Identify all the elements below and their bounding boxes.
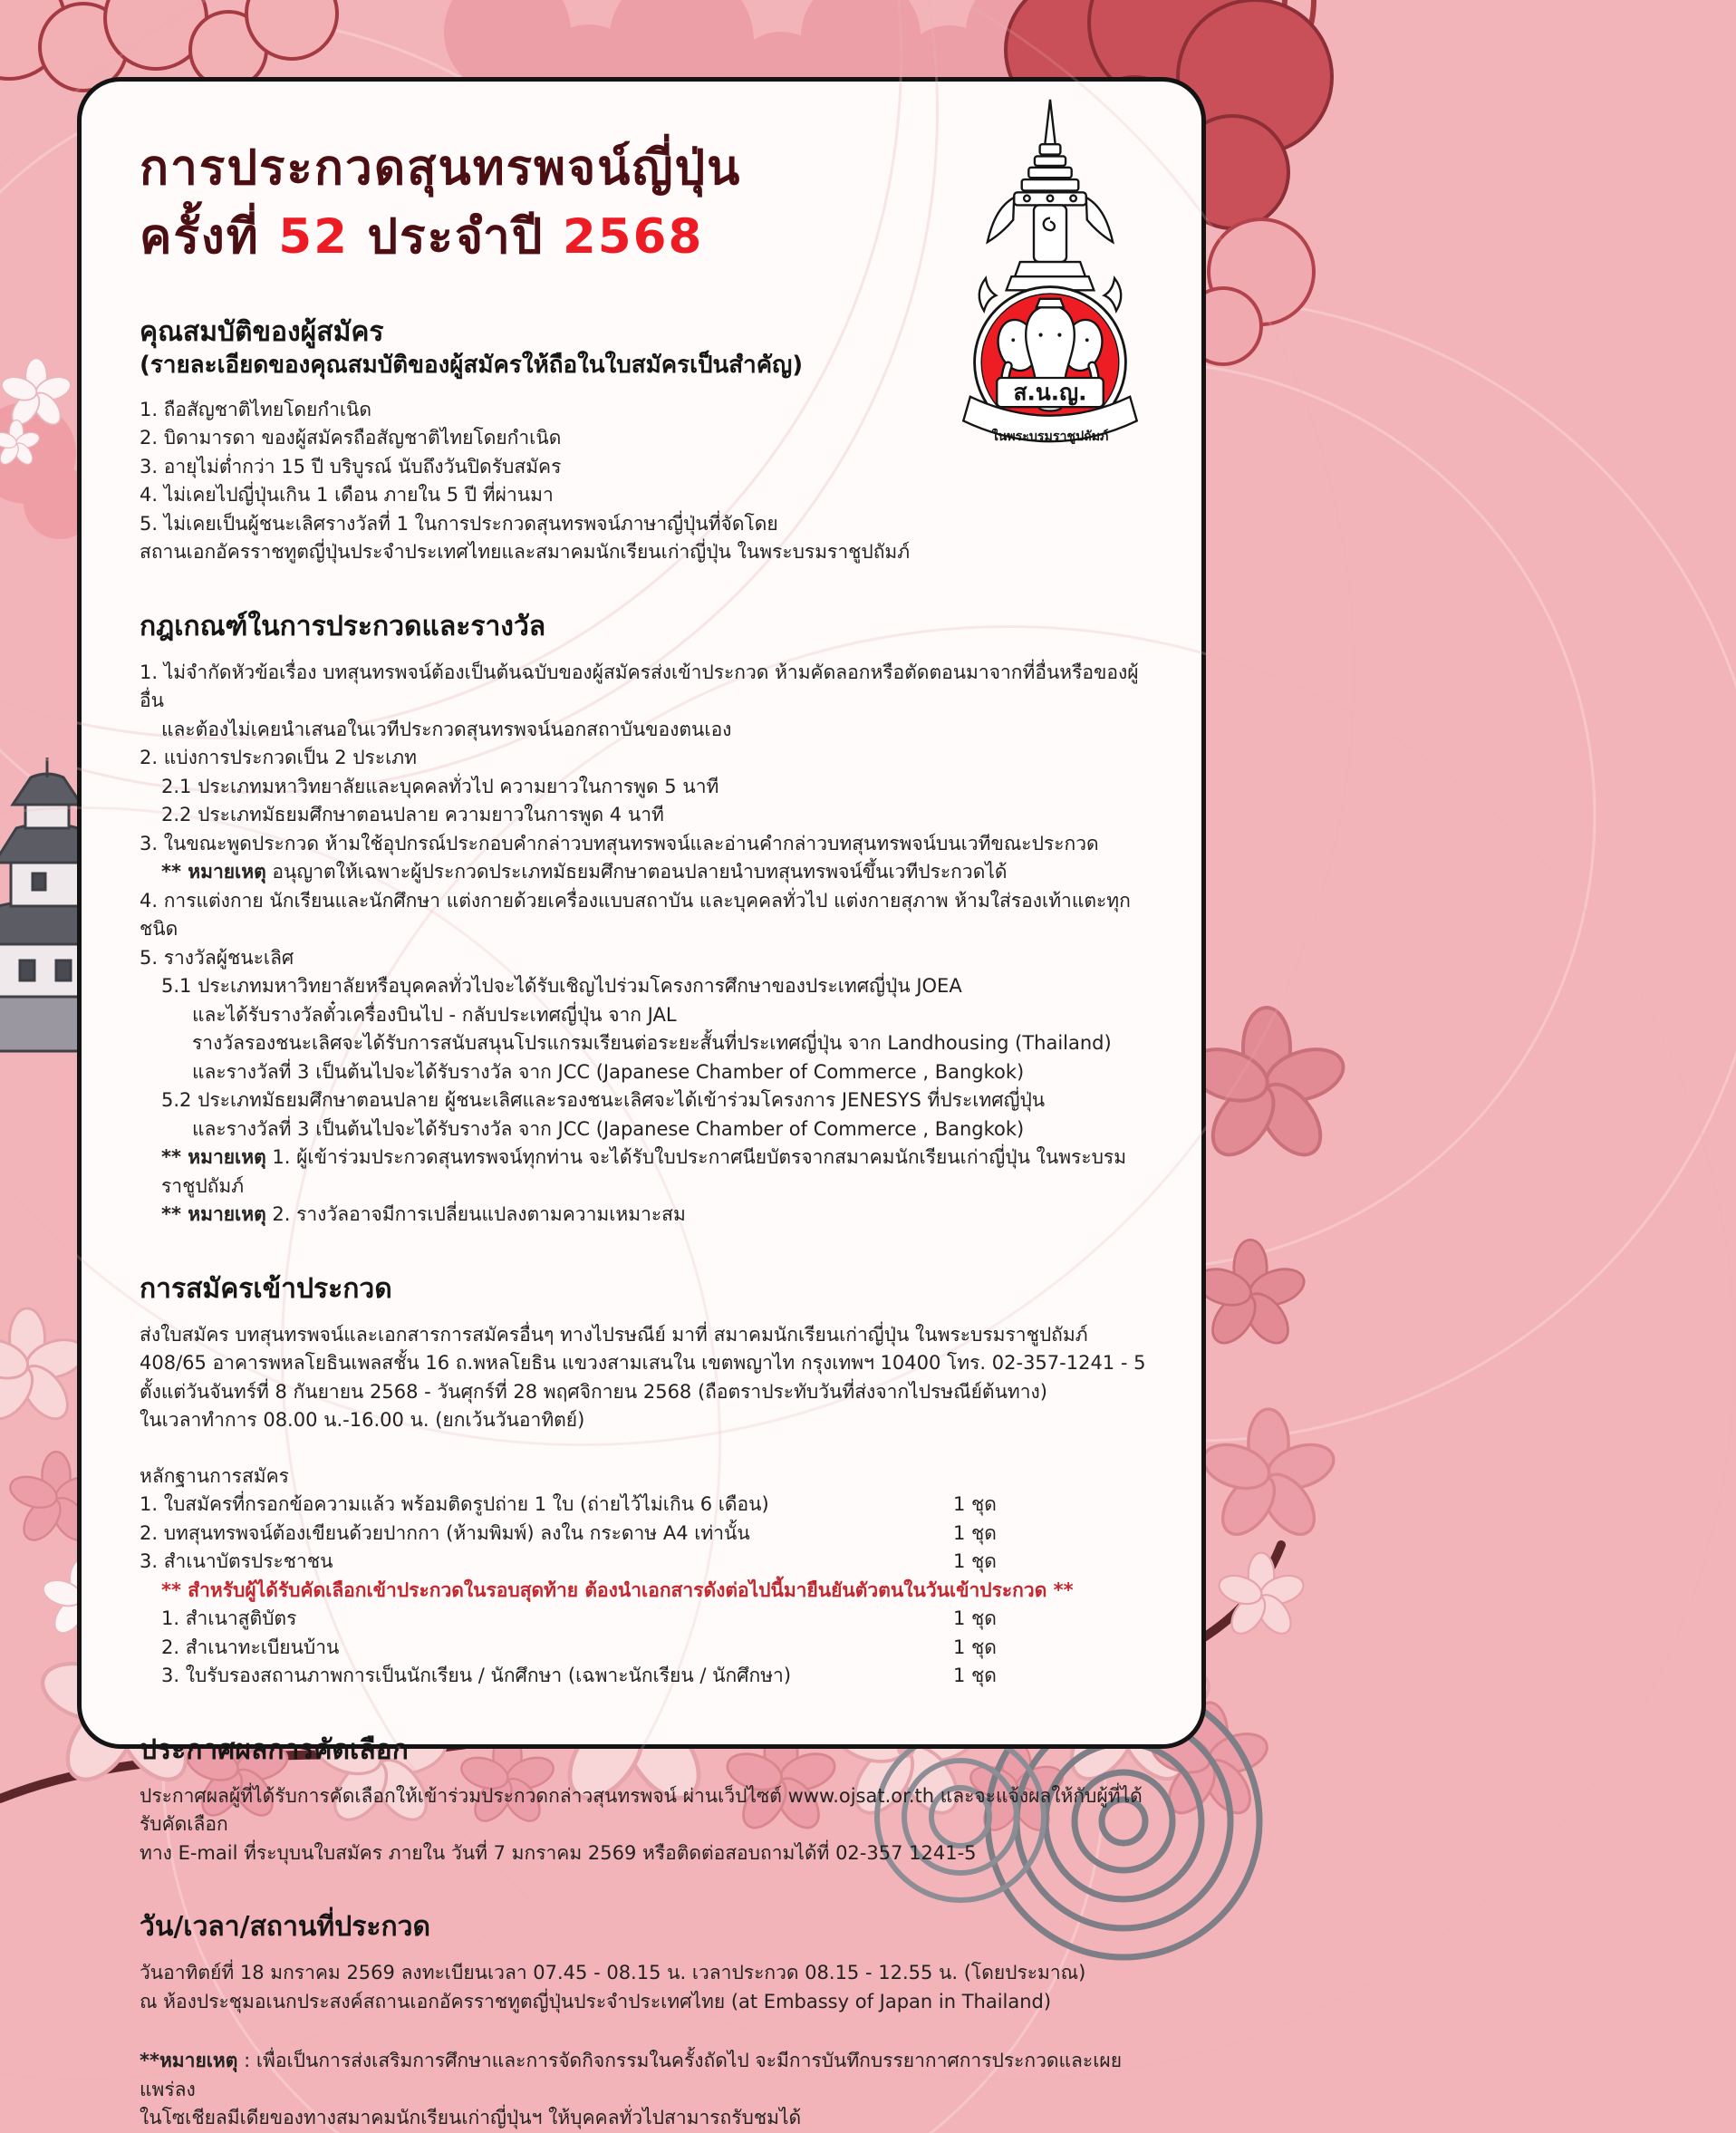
- application-heading: การสมัครเข้าประกวด: [140, 1272, 392, 1305]
- document-row: 1. สำเนาสูติบัตร 1 ชุด: [140, 1605, 1154, 1634]
- list-item: 2. บิดามารดา ของผู้สมัครถือสัญชาติไทยโดยกำเนิด: [140, 427, 562, 449]
- section-event: [140, 1909, 1154, 2016]
- list-item: 1. ถือสัญชาติไทยโดยกำเนิด: [140, 398, 372, 420]
- poster-card: [77, 77, 1206, 2129]
- event-heading: วัน/เวลา/สถานที่ประกวด: [140, 1911, 430, 1944]
- results-paragraph: [140, 1782, 1154, 1868]
- page-title: [140, 134, 937, 273]
- list-item: และต้องไม่เคยนำเสนอในเวทีประกวดสุนทรพจน์นอกสถาบันของตนเอง: [161, 718, 732, 740]
- list-item: 5.1 ประเภทมหาวิทยาลัยหรือบุคคลทั่วไปจะได้รับเชิญไปร่วมโครงการศึกษาของประเทศญี่ปุ่น JOEA: [161, 975, 962, 998]
- paragraph-line: ตั้งแต่วันจันทร์ที่ 8 กันยายน 2568 - วันศุกร์ที่ 28 พฤศจิกายน 2568 (ถือตราประทับวันที่ส่งจากไปรษณีย์ต้นทาง): [140, 1380, 1048, 1403]
- quantity: 1 ชุด: [953, 1493, 997, 1516]
- paragraph-line: 408/65 อาคารพหลโยธินเพลสชั้น 16 ถ.พหลโยธิน แขวงสามเสนใน เขตพญาไท กรุงเทพฯ 10400 โทร. 02-357-1241 - 5: [140, 1352, 1146, 1375]
- list-item: และรางวัลที่ 3 เป็นต้นไปจะได้รับรางวัล จาก JCC (Japanese Chamber of Commerce , Bangkok): [192, 1060, 1025, 1083]
- emblem-spire: [979, 100, 1121, 311]
- footnote: [140, 2047, 1154, 2133]
- edition-number: 52: [278, 209, 349, 265]
- paragraph-line: ณ ห้องประชุมอเนกประสงค์สถานเอกอัครราชทูตญี่ปุ่นประจำประเทศไทย (at Embassy of Japan in Thailand): [140, 1990, 1052, 2012]
- list-item: 5. รางวัลผู้ชนะเลิศ: [140, 946, 294, 969]
- list-item: 2. แบ่งการประกวดเป็น 2 ประเภท: [140, 747, 417, 769]
- paragraph-line: ทาง E-mail ที่ระบุบนใบสมัคร ภายใน วันที่ 7 มกราคม 2569 หรือติดต่อสอบถามได้ที่ 02-357 1241-5: [140, 1841, 977, 1864]
- qualifications-subheading: (รายละเอียดของคุณสมบัติของผู้สมัครให้ถือในใบสมัครเป็นสำคัญ): [140, 351, 804, 379]
- document-row: 2. บทสุนทรพจน์ต้องเขียนด้วยปากกา (ห้ามพิมพ์) ลงใน กระดาษ A4 เท่านั้น 1 ชุด: [140, 1520, 1154, 1549]
- list-item: 4. ไม่เคยไปญี่ปุ่นเกิน 1 เดือน ภายใน 5 ปี ที่ผ่านมา: [140, 484, 554, 507]
- list-item: 5.2 ประเภทมัธยมศึกษาตอนปลาย ผู้ชนะเลิศและรองชนะเลิศจะได้เข้าร่วมโครงการ JENESYS ที่ประเทศญี่ปุ่น: [161, 1089, 1046, 1112]
- section-rules: [140, 609, 1154, 1230]
- list-item: สถานเอกอัครราชทูตญี่ปุ่นประจำประเทศไทยและสมาคมนักเรียนเก่าญี่ปุ่น ในพระบรมราชูปถัมภ์: [140, 541, 911, 564]
- footnote-line: **หมายเหตุ : เพื่อเป็นการส่งเสริมการศึกษาและการจัดกิจกรรมในครั้งถัดไป จะมีการบันทึกบรรยากาศการประกวดและเผยแพร่ลง: [140, 2050, 1122, 2100]
- quantity: 1 ชุด: [953, 1521, 997, 1544]
- list-item: รางวัลรองชนะเลิศจะได้รับการสนับสนุนโปรแกรมเรียนต่อระยะสั้นที่ประเทศญี่ปุ่น จาก Landhousing (Thailand): [192, 1032, 1112, 1055]
- event-paragraph: [140, 1959, 1154, 2016]
- rules-list: [140, 659, 1154, 1230]
- qualifications-heading: คุณสมบัติของผู้สมัคร: [140, 315, 384, 348]
- application-paragraph: [140, 1321, 1154, 1435]
- ojsat-royal-emblem: [951, 94, 1149, 464]
- list-item: 3. ในขณะพูดประกวด ห้ามใช้อุปกรณ์ประกอบคำกล่าวบทสุนทรพจน์และอ่านคำกล่าวบทสุนทรพจน์บนเวทีขณะประกวด: [140, 832, 1099, 854]
- year-number: 2568: [562, 209, 704, 265]
- results-heading: ประกาศผลการคัดเลือก: [140, 1733, 409, 1766]
- list-item: และได้รับรางวัลตั๋วเครื่องบินไป - กลับประเทศญี่ปุ่น จาก JAL: [192, 1003, 677, 1026]
- quantity: 1 ชุด: [953, 1607, 997, 1630]
- list-item-note: ** หมายเหตุ 1. ผู้เข้าร่วมประกวดสุนทรพจน์ทุกท่าน จะได้รับใบประกาศนียบัตรจากสมาคมนักเรียนเก่าญี่ปุ่น ในพระบรมราชูปถัมภ์: [161, 1146, 1127, 1197]
- final-round-note: ** สำหรับผู้ได้รับคัดเลือกเข้าประกวดในรอบสุดท้าย ต้องนำเอกสารดังต่อไปนี้มายืนยันตัวตนในวันเข้าประกวด **: [161, 1578, 1074, 1601]
- document-row: 3. สำเนาบัตรประชาชน 1 ชุด: [140, 1548, 1154, 1577]
- list-item-note: ** หมายเหตุ 2. รางวัลอาจมีการเปลี่ยนแปลงตามความเหมาะสม: [161, 1203, 686, 1226]
- quantity: 1 ชุด: [953, 1636, 997, 1658]
- list-item: และรางวัลที่ 3 เป็นต้นไปจะได้รับรางวัล จาก JCC (Japanese Chamber of Commerce , Bangkok): [192, 1117, 1025, 1140]
- list-item: 1. ไม่จำกัดหัวข้อเรื่อง บทสุนทรพจน์ต้องเป็นต้นฉบับของผู้สมัครส่งเข้าประกวด ห้ามคัดลอกหรือตัดตอนมาจากที่อื่นหรือของผู้อื่น: [140, 661, 1139, 712]
- section-application: [140, 1271, 1154, 1691]
- paragraph-line: วันอาทิตย์ที่ 18 มกราคม 2569 ลงทะเบียนเวลา 07.45 - 08.15 น. เวลาประกวด 08.15 - 12.55 น. (โดยประมาณ): [140, 1962, 1086, 1984]
- quantity: 1 ชุด: [953, 1665, 997, 1687]
- document-row: 3. ใบรับรองสถานภาพการเป็นนักเรียน / นักศึกษา (เฉพาะนักเรียน / นักศึกษา) 1 ชุด: [140, 1662, 1154, 1691]
- section-results: [140, 1732, 1154, 1868]
- document-row: 1. ใบสมัครที่กรอกข้อความแล้ว พร้อมติดรูปถ่าย 1 ใบ (ถ่ายไว้ไม่เกิน 6 เดือน) 1 ชุด: [140, 1491, 1154, 1520]
- list-item: 5. ไม่เคยเป็นผู้ชนะเลิศรางวัลที่ 1 ในการประกวดสุนทรพจน์ภาษาญี่ปุ่นที่จัดโดย: [140, 512, 778, 535]
- paragraph-line: ประกาศผลผู้ที่ได้รับการคัดเลือกให้เข้าร่วมประกวดกล่าวสุนทรพจน์ ผ่านเว็ปไซต์ www.ojsat.or.th และจะแจ้งผลให้กับผู้ที่ได้รับคัดเลือก: [140, 1784, 1143, 1836]
- emblem-ribbon-text: ในพระบรมราชูปถัมภ์: [991, 429, 1109, 445]
- emblem-abbr-text: ส.น.ญ.: [1013, 379, 1087, 406]
- evidence-list: [140, 1491, 1154, 1691]
- list-item: 2.1 ประเภทมหาวิทยาลัยและบุคคลทั่วไป ความยาวในการพูด 5 นาที: [161, 775, 719, 797]
- list-item: 4. การแต่งกาย นักเรียนและนักศึกษา แต่งกายด้วยเครื่องแบบสถาบัน และบุคคลทั่วไป แต่งกายสุภาพ ห้ามใส่รองเท้าแตะทุกชนิด: [140, 889, 1131, 941]
- quantity: 1 ชุด: [953, 1550, 997, 1573]
- list-item: 3. อายุไม่ต่ำกว่า 15 ปี บริบูรณ์ นับถึงวันปิดรับสมัคร: [140, 455, 562, 478]
- list-item-note: ** หมายเหตุ อนุญาตให้เฉพาะผู้ประกวดประเภทมัธยมศึกษาตอนปลายนำบทสุนทรพจน์ขึ้นเวทีประกวดได้: [161, 861, 1008, 883]
- title-line1: การประกวดสุนทรพจน์ญี่ปุ่น: [140, 140, 742, 196]
- footnote-line: ในโซเชียลมีเดียของทางสมาคมนักเรียนเก่าญี่ปุ่นฯ ให้บุคคลทั่วไปสามารถรับชมได้: [140, 2107, 802, 2129]
- document-row: 2. สำเนาทะเบียนบ้าน 1 ชุด: [140, 1634, 1154, 1663]
- list-item: 2.2 ประเภทมัธยมศึกษาตอนปลาย ความยาวในการพูด 4 นาที: [161, 804, 664, 826]
- paragraph-line: ส่งใบสมัคร บทสุนทรพจน์และเอกสารการสมัครอื่นๆ ทางไปรษณีย์ มาที่ สมาคมนักเรียนเก่าญี่ปุ่น ในพระบรมราชูปถัมภ์: [140, 1323, 1088, 1346]
- rules-heading: กฎเกณฑ์ในการประกวดและรางวัล: [140, 610, 546, 642]
- title-line2: ครั้งที่ 52 ประจำปี 2568: [140, 209, 704, 265]
- paragraph-line: ในเวลาทำการ 08.00 น.-16.00 น. (ยกเว้นวันอาทิตย์): [140, 1409, 585, 1432]
- evidence-heading: หลักฐานการสมัคร: [140, 1464, 289, 1487]
